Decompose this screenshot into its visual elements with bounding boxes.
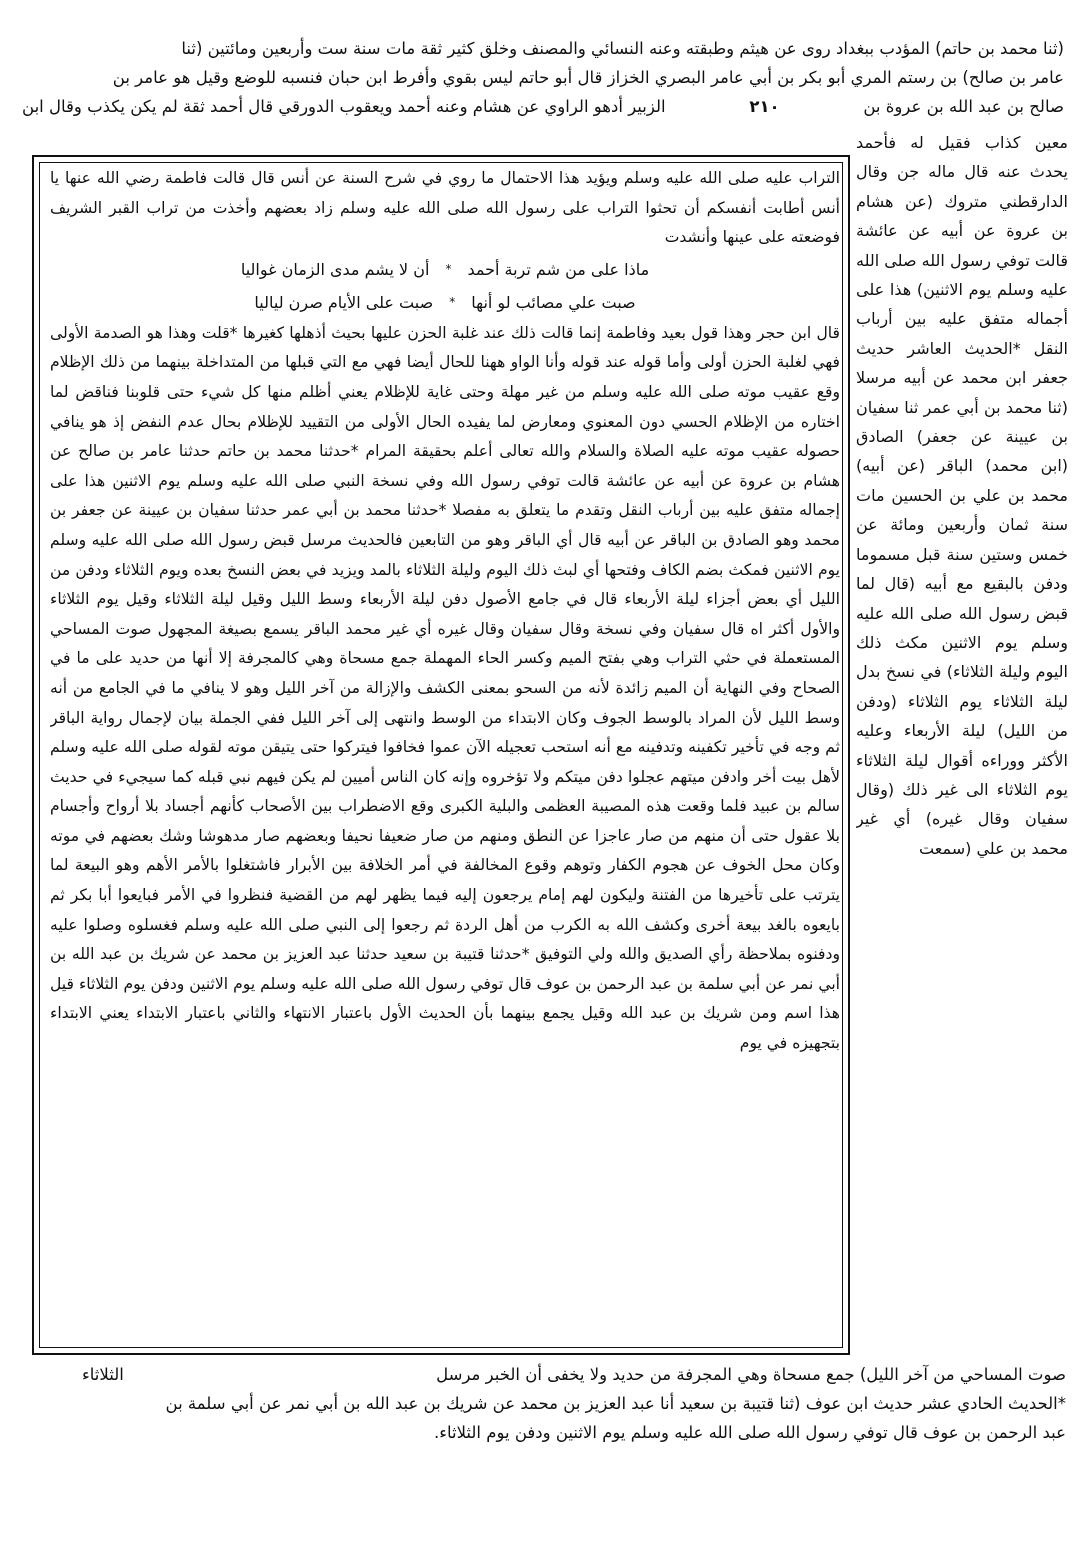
footer-line-1-text: صوت المساحي من آخر الليل) جمع مسحاة وهي المجرفة من حديد ولا يخفى أن الخبر مرسل <box>436 1365 1066 1384</box>
verse-line-2 <box>50 286 840 319</box>
verse-1-first-hemistich: ماذا على من شم تربة أحمد <box>467 259 650 279</box>
main-paragraph-2: قال ابن حجر وهذا قول بعيد وفاطمة إنما قالت ذلك عند غلبة الحزن عليها بحيث أذهلها كغيرها *قلت وهذا هو الصدمة الأولى فهي لغلبة الحزن أولى وأما قوله عند قوله وأنا الواو ههنا للحال أيضا فهي مع التي قبلها من المتداخلة بينهما من ذلك الإظلام وقع عقيب موته صلى الله عليه وسلم من غير مهلة وحتى غاية للإظلام يعني أظلم منها كل شيء حتى قلوبنا فناقض لما اختاره من الإظلام الحسي دون المعنوي ومعارض لما يفيده الحال الأولى من التقييد للإظلام بحال عدم النفض إذ هو ينافي حصوله عقيب موته عليه الصلاة والسلام والله تعالى أعلم بحقيقة المرام *حدثنا محمد بن حاتم حدثنا عامر بن صالح عن هشام بن عروة عن أبيه عن عائشة قالت توفي رسول الله وفي نسخة النبي صلى الله عليه وسلم يوم الاثنين هذا على إجماله متفق عليه بين أرباب النقل وتقدم ما يتعلق به مفصلا *حدثنا محمد بن أبي عمر حدثنا سفيان بن عيينة عن جعفر بن محمد وهو الصادق بن الباقر عن أبيه قال أي الباقر وهو من التابعين فالحديث مرسل قبض رسول الله صلى الله عليه وسلم يوم الاثنين فمكث بضم الكاف وفتحها أي لبث ذلك اليوم وليلة الثلاثاء بالمد ويزيد في بعض النسخ بعده ويوم الثلاثاء ودفن من الليل أي بعض أجزاء ليلة الأربعاء قال في جامع الأصول دفن ليلة الأربعاء وسط الليل وقيل ليلة الثلاثاء وقيل يوم الثلاثاء والأول أكثر اه قال سفيان وفي نسخة وقال سفيان وقال غيره أي غير محمد الباقر يسمع بصيغة المجهول صوت المساحي المستعملة في حثي التراب وهي بفتح الميم وكسر الحاء المهملة جمع مسحاة وهي كالمجرفة إلا أنها من حديد على ما في الصحاح وفي النهاية أن الميم زائدة لأنه من السحو بمعنى الكشف والإزالة من آخر الليل وهو لا ينافي ما في الجامع من أنه وسط الليل لأن المراد بالوسط الجوف وكان الابتداء من الوسط وانتهى إلى آخر الليل ففي الجملة بيان لإجمال رواية الباقر ثم وجه في تأخير تكفينه وتدفينه مع أنه استحب تعجيله الآن عموا فخافوا فيتركوا حتى يتيقن موته لقوله صلى الله عليه وسلم لأهل بيت أخر وادفن ميتهم عجلوا دفن ميتكم ولا تؤخروه وإنه كان الناس أميين لم يكن فيهم نبي قبله كما سيجيء في حديث سالم بن عبيد فلما وقعت هذه المصيبة العظمى والبلية الكبرى وقع الاضطراب بين الأصحاب كأنهم أجساد بلا أرواح وأجسام بلا عقول حتى أن منهم من صار عاجزا عن النطق ومنهم من صار ضعيفا نحيفا وبعضهم صار مدهوشا وشك بعضهم في موته وكان محل الخوف عن هجوم الكفار وتوهم وقوع المخالفة في أمر الخلافة بين الأبرار فاشتغلوا بالأمر الأهم وهو البيعة لما يترتب على تأخيرها من الفتنة وليكون لهم إمام يرجعون إليه فيما يظهر لهم من القضية فنظروا في الأمر فبايعوا أبا بكر ثم بايعوه بالغد بيعة أخرى وكشف الله به الكرب من أهل الردة ثم رجعوا إلى النبي صلى الله عليه وسلم فغسلوه وصلوا عليه ودفنوه بملاحظة رأي الصديق والله ولي التوفيق *حدثنا قتيبة بن سعيد حدثنا عبد العزيز بن محمد عن شريك بن عبد الله بن أبي نمر عن أبي سلمة بن عبد الرحمن بن عوف قال توفي رسول الله صلى الله عليه وسلم يوم الاثنين ودفن يوم الثلاثاء قيل هذا اسم ومن شريك بن عبد الله وقيل يجمع بينهما بأن الحديث الأول باعتبار الانتهاء والثاني باعتبار الابتداء يعني الابتداء بتجهيزه في يوم <box>50 323 840 1053</box>
verse-2-first-hemistich: صبت علي مصائب لو أنها <box>471 292 636 312</box>
footer-line-2: *الحديث الحادي عشر حديث ابن عوف (ثنا قتيبة بن سعيد أنا عبد العزيز بن محمد عن شريك بن عبد الله بن أبي نمر عن أبي سلمة بن <box>165 1394 1066 1413</box>
verse-line-1 <box>50 253 840 286</box>
page-number: ٢١٠ <box>749 97 780 116</box>
header-line-1: (ثنا محمد بن حاتم) المؤدب ببغداد روى عن هيثم وطبقته وعنه النسائي والمصنف وخلق كثير ثقة مات سنة ست وأربعين ومائتين (ثنا <box>181 39 1064 58</box>
header-commentary <box>22 34 1064 121</box>
footer-commentary <box>22 1360 1066 1447</box>
verse-1-second-hemistich: أن لا يشم مدى الزمان غواليا <box>240 259 430 279</box>
catchword: الثلاثاء <box>82 1365 124 1384</box>
margin-commentary: معين كذاب فقيل له فأحمد يحدث عنه قال ماله جن وقال الدارقطني متروك (عن هشام بن عروة عن أبيه عن عائشة قالت توفي رسول الله صلى الله عليه وسلم يوم الاثنين) هذا على أجماله متفق عليه بين أرباب النقل *الحديث العاشر حديث جعفر ابن محمد عن أبيه مرسلا (ثنا محمد بن أبي عمر ثنا سفيان بن عيينة عن جعفر) الصادق (ابن محمد) الباقر (عن أبيه) محمد بن علي بن الحسين مات سنة ثمان وأربعين ومائة عن خمس وستين سنة قبل مسموما ودفن بالبقيع مع أبيه (قال لما قبض رسول الله صلى الله عليه وسلم يوم الاثنين مكث ذلك اليوم وليلة الثلاثاء) في نسخ بدل ليلة الثلاثاء يوم الثلاثاء (ودفن من الليل) ليلة الأربعاء وعليه الأكثر ووراءه أقوال ليلة الثلاثاء يوم الثلاثاء الى غير ذلك (وقال سفيان وقال غيره) أي غير محمد بن علي (سمعت <box>856 133 1068 858</box>
footer-line-1 <box>22 1360 1066 1389</box>
verse-separator-star: * <box>449 294 456 309</box>
verse-separator-star: * <box>445 261 452 276</box>
footer-line-3: عبد الرحمن بن عوف قال توفي رسول الله صلى الله عليه وسلم يوم الاثنين ودفن يوم الثلاثاء. <box>433 1423 1066 1442</box>
verse-2-second-hemistich: صبت على الأيام صرن لياليا <box>254 292 434 312</box>
header-line-3 <box>22 92 1064 121</box>
header-line-3-left: الزبير أدهو الراوي عن هشام وعنه أحمد ويعقوب الدورقي قال أحمد ثقة لم يكن يكذب وقال ابن <box>22 97 666 116</box>
main-paragraph-1: التراب عليه صلى الله عليه وسلم ويؤيد هذا الاحتمال ما روي في شرح السنة عن أنس قال قالت فاطمة رضي الله عنها يا أنس أطابت أنفسكم أن تحثوا التراب على رسول الله صلى الله عليه وسلم زاد بعضهم وأخذت من تراب القبر الشريف فوضعته على عينها وأنشدت <box>50 169 840 247</box>
header-line-3-right: صالح بن عبد الله بن عروة بن <box>863 97 1064 116</box>
main-text-block <box>50 164 840 1344</box>
header-line-2: عامر بن صالح) بن رستم المري أبو بكر بن أبي عامر البصري الخزاز قال أبو حاتم ليس بقوي وأفرط ابن حبان فنسبه للوضع وقيل هو عامر بن <box>112 68 1064 87</box>
